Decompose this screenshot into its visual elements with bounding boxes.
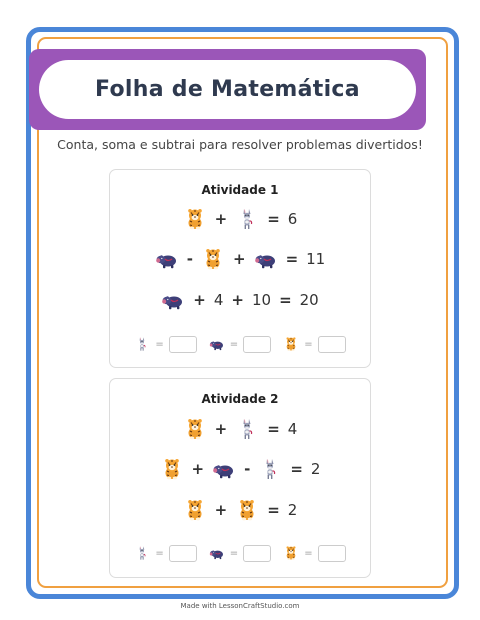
answer-group	[134, 544, 196, 562]
title-banner	[29, 49, 426, 130]
hippo-icon	[212, 457, 236, 481]
operator: +	[231, 291, 244, 309]
answer-row	[110, 542, 370, 564]
equals-sign: =	[267, 420, 280, 438]
donkey-icon	[134, 544, 150, 562]
activity-card-2	[109, 378, 371, 578]
equals-sign: =	[229, 547, 239, 559]
equation-row	[110, 497, 370, 523]
operator: +	[214, 501, 228, 519]
activity-title: Atividade 2	[201, 392, 279, 406]
donkey-icon	[258, 457, 282, 481]
answer-group	[134, 335, 196, 353]
equation-result: 2	[310, 460, 321, 478]
activity-title: Atividade 1	[201, 183, 279, 197]
operator: +	[191, 460, 205, 478]
equals-sign: =	[229, 338, 239, 350]
hippo-icon	[161, 288, 185, 312]
tiger-icon	[235, 498, 259, 522]
equation-row	[110, 456, 370, 482]
equation-row	[110, 287, 370, 313]
answer-group	[283, 335, 345, 353]
answer-box[interactable]	[318, 336, 346, 353]
tiger-icon	[183, 417, 207, 441]
equation-row	[110, 206, 370, 232]
number: 4	[213, 291, 224, 309]
equation-result: 4	[287, 420, 298, 438]
operator: +	[193, 291, 206, 309]
equation-result: 6	[287, 210, 298, 228]
operator: -	[186, 250, 193, 268]
equals-sign: =	[155, 547, 164, 559]
equation-result: 11	[306, 250, 326, 268]
equation-result: 20	[299, 291, 319, 309]
answer-row	[110, 333, 370, 355]
answer-group	[209, 335, 271, 353]
operator: +	[232, 250, 246, 268]
answer-box[interactable]	[243, 336, 271, 353]
footer-credit: Made with LessonCraftStudio.com	[180, 602, 300, 610]
hippo-icon	[209, 544, 225, 562]
hippo-icon	[155, 247, 179, 271]
equals-sign: =	[290, 460, 303, 478]
operator: -	[244, 460, 251, 478]
equals-sign: =	[285, 250, 299, 268]
equals-sign: =	[155, 338, 164, 350]
operator: +	[214, 420, 228, 438]
answer-box[interactable]	[169, 336, 197, 353]
hippo-icon	[254, 247, 278, 271]
answer-group	[283, 544, 345, 562]
tiger-icon	[283, 335, 299, 353]
activity-card-1	[109, 169, 371, 368]
donkey-icon	[134, 335, 150, 353]
tiger-icon	[283, 544, 299, 562]
tiger-icon	[183, 207, 207, 231]
number: 10	[251, 291, 272, 309]
hippo-icon	[209, 335, 225, 353]
answer-box[interactable]	[243, 545, 271, 562]
equals-sign: =	[304, 338, 313, 350]
equation-row	[110, 246, 370, 272]
answer-box[interactable]	[318, 545, 346, 562]
tiger-icon	[183, 498, 207, 522]
page-subtitle: Conta, soma e subtrai para resolver problemas divertidos!	[57, 137, 423, 152]
donkey-icon	[235, 207, 259, 231]
equation-result: 2	[287, 501, 298, 519]
donkey-icon	[235, 417, 259, 441]
tiger-icon	[160, 457, 184, 481]
answer-group	[209, 544, 271, 562]
answer-box[interactable]	[169, 545, 197, 562]
equation-row	[110, 416, 370, 442]
title-pill	[39, 60, 416, 119]
operator: +	[214, 210, 228, 228]
equals-sign: =	[279, 291, 292, 309]
page-title: Folha de Matemática	[95, 77, 360, 102]
equals-sign: =	[267, 501, 280, 519]
equals-sign: =	[304, 547, 313, 559]
tiger-icon	[201, 247, 225, 271]
equals-sign: =	[267, 210, 280, 228]
